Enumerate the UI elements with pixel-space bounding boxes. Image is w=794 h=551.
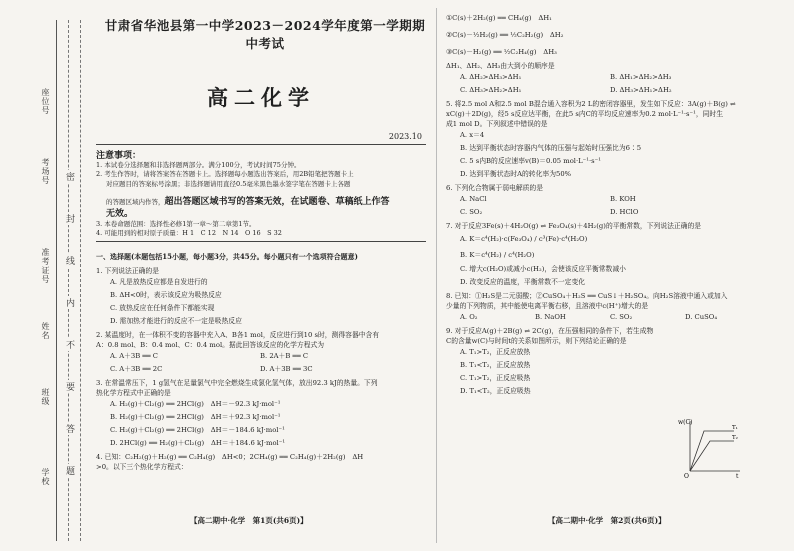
seal-char: 密 xyxy=(64,172,74,181)
option-row xyxy=(446,206,776,219)
option: B. KOH xyxy=(610,195,636,203)
option: B. T₁<T₂，正反应放热 xyxy=(460,361,531,369)
strip-dashed-line xyxy=(80,20,81,541)
option-row xyxy=(96,363,426,376)
option: B. 达到平衡状态时容器内气体的压强与起始时压强比为6∶5 xyxy=(460,144,642,152)
option: C. ΔH₃>ΔH₂>ΔH₁ xyxy=(460,86,522,94)
question-stem: 7. 对于反应3Fe(s)＋4H₂O(g) ⇌ Fe₃O₄(s)＋4H₂(g)的平衡常数，下列说法正确的是 xyxy=(446,222,702,230)
question-stem: xC(g)＋2D(g)，经5 s反应达平衡，在此5 s内C的平均反应速率为0.2 mol·L⁻¹·s⁻¹，同时生 xyxy=(446,110,724,118)
notice-line-bold xyxy=(96,189,426,208)
option: C. SO₂ xyxy=(610,313,633,321)
question-stem: 少量的下列物质，其中能使电离平衡右移，且溶液中c(H⁺)增大的是 xyxy=(446,302,649,310)
notice-line: 3. 本卷命题范围：选择性必修1第一章～第二章第1节。 xyxy=(96,219,256,228)
option: D. CuSO₄ xyxy=(685,313,718,321)
notice-emphasis: 无效。 xyxy=(106,208,134,219)
graph-t1-label: T₁ xyxy=(732,425,738,431)
question-stem: 6. 下列化合物属于弱电解质的是 xyxy=(446,184,544,192)
option: C. T₁>T₂，正反应吸热 xyxy=(460,374,531,382)
option: A. H₂(g)＋Cl₂(g) ══ 2HCl(g) ΔH＝－92.3 kJ·mol⁻¹ xyxy=(110,400,281,409)
graph-t2-label: T₂ xyxy=(732,435,738,441)
option-row xyxy=(96,350,426,363)
question-stem: 1. 下列说法正确的是 xyxy=(96,267,160,276)
option: C. A＋3B ══ 2C xyxy=(110,365,163,374)
question-stem: 5. 将2.5 mol A和2.5 mol B混合通入容积为2 L的密闭容器里，发生如下反应：3A(g)＋B(g) ⇌ xyxy=(446,100,736,108)
exam-title: 甘肃省华池县第一中学2023－2024学年度第一学期期中考试 xyxy=(104,18,426,51)
option: D. T₁<T₂，正反应吸热 xyxy=(460,387,531,395)
graph-origin-label: O xyxy=(684,473,689,479)
equation: ①C(s)＋2H₂(g) ══ CH₄(g) ΔH₁ xyxy=(446,14,552,22)
option: B. NaOH xyxy=(535,313,566,321)
id-label: 准考证号 xyxy=(41,248,50,284)
graph-y-label: w(C) xyxy=(678,419,693,426)
option: C. 5 s内B的反应速率v(B)＝0.05 mol·L⁻¹·s⁻¹ xyxy=(460,157,601,165)
page-footer: 【高二期中·化学 第2页(共6页)】 xyxy=(548,516,666,525)
strip-dashed-line xyxy=(68,20,69,541)
option: A. 凡是放热反应都是自发进行的 xyxy=(110,278,208,287)
option: A. O₂ xyxy=(460,313,478,321)
seal-char: 线 xyxy=(64,256,74,265)
option-row xyxy=(446,71,776,84)
option: D. 2HCl(g) ══ H₂(g)＋Cl₂(g) ΔH＝＋184.6 kJ·mol⁻¹ xyxy=(110,439,286,448)
option: D. 改变反应的温度，平衡常数不一定变化 xyxy=(460,278,586,286)
name-label: 姓名 xyxy=(41,322,50,340)
option: A. ΔH₂>ΔH₃>ΔH₁ xyxy=(460,73,522,81)
question-stem: 3. 在常温常压下，1 g氢气在足量氯气中完全燃烧生成氯化氢气体，放出92.3 kJ的热量。下列 xyxy=(96,379,378,388)
question-stem: 2. 某温度时，在一体积不变的容器中充入A、B各1 mol，反应进行到10 s时，测得容器中含有 xyxy=(96,331,380,340)
option: B. 2A＋B ══ C xyxy=(260,352,309,361)
graph-curve-t1 xyxy=(690,431,734,471)
option: A. NaCl xyxy=(460,195,487,203)
notice-line: 1. 本试卷分选择题和非选择题两部分。满分100分，考试时间75分钟。 xyxy=(96,161,301,169)
option-row xyxy=(446,311,776,324)
divider-rule xyxy=(96,144,426,145)
option: C. H₂(g)＋Cl₂(g) ══ 2HCl(g) ΔH＝－184.6 kJ·mol⁻¹ xyxy=(110,426,285,435)
notice-text: 的答题区域内作答， xyxy=(106,197,165,206)
strip-line xyxy=(56,20,57,541)
q9-graph xyxy=(678,415,742,479)
section-heading: 一、选择题(本题包括15小题，每小题3分，共45分。每小题只有一个选项符合题意) xyxy=(96,252,358,262)
option: C. SO₂ xyxy=(460,208,483,216)
option: B. ΔH₁>ΔH₂>ΔH₃ xyxy=(610,73,672,81)
option: A. A＋3B ══ C xyxy=(110,352,158,361)
question-stem: 4. 已知：C₂H₂(g)＋H₂(g) ══ C₂H₄(g) ΔH<0；2CH₄(g) ══ C₂H₄(g)＋2H₂(g) ΔH xyxy=(96,453,364,462)
question-stem: 8. 已知：①H₂S是二元弱酸；②CuSO₄＋H₂S ══ CuS↓＋H₂SO₄。向H₂S溶液中通入或加入 xyxy=(446,292,728,300)
equation: ③C(s)－H₂(g) ══ ½C₂H₄(g) ΔH₃ xyxy=(446,48,557,56)
option: D. A＋3B ══ 3C xyxy=(260,365,313,374)
question-stem: C的含量w(C)与时间t的关系如图所示，则下列结论正确的是 xyxy=(446,337,627,345)
option: A. T₁>T₂，正反应放热 xyxy=(460,348,531,356)
notice-emphasis: 超出答题区域书写的答案无效，在试题卷、草稿纸上作答 xyxy=(164,196,390,207)
option: A. x＝4 xyxy=(460,131,485,139)
equation: ②C(s)－½H₂(g) ══ ½C₂H₂(g) ΔH₂ xyxy=(446,31,564,39)
seat-label: 座位号 xyxy=(41,88,50,115)
option: A. K＝c⁴(H₂)·c(Fe₃O₄) / c³(Fe)·c⁴(H₂O) xyxy=(460,235,588,243)
option-row xyxy=(446,193,776,206)
option: B. H₂(g)＋Cl₂(g) ══ 2HCl(g) ΔH＝＋92.3 kJ·mol⁻¹ xyxy=(110,413,281,422)
option: D. HClO xyxy=(610,208,639,216)
notice-line: 对应题目的答案标号涂黑；非选择题请用直径0.5毫米黑色墨水签字笔在答题卡上各题 xyxy=(106,179,351,188)
graph-x-label: t xyxy=(736,473,739,479)
option: D. ΔH₃>ΔH₁>ΔH₂ xyxy=(610,86,672,94)
seal-char: 不 xyxy=(64,340,74,349)
divider-rule xyxy=(96,241,426,242)
seal-char: 答 xyxy=(64,424,74,433)
seal-char: 题 xyxy=(64,466,74,475)
seal-char: 封 xyxy=(64,214,74,223)
page-footer: 【高二期中·化学 第1页(共6页)】 xyxy=(190,516,308,525)
question-stem: 热化学方程式中正确的是 xyxy=(96,389,171,398)
question-stem: A：0.8 mol、B：0.4 mol、C：0.4 mol。据此回答该反应的化学方程式为 xyxy=(96,341,325,350)
option: C. 增大c(H₂O)或减小c(H₂)，会使该反应平衡常数减小 xyxy=(460,265,626,273)
column-divider xyxy=(436,8,437,543)
class-label: 班级 xyxy=(41,388,50,406)
question-stem: >0。以下三个热化学方程式： xyxy=(96,463,188,472)
question-stem: 9. 对于反应A(g)＋2B(g) ⇌ 2C(g)，在压强相同的条件下，若生成物 xyxy=(446,327,654,335)
subject-title: 高二化学 xyxy=(207,85,315,110)
option: B. ΔH<0时，表示该反应为吸热反应 xyxy=(110,291,222,300)
seal-char: 要 xyxy=(64,382,74,391)
left-column xyxy=(96,16,426,472)
question-stem: ΔH₁、ΔH₂、ΔH₃由大到小的顺序是 xyxy=(446,62,555,70)
exam-date: 2023.10 xyxy=(388,132,422,141)
option: B. K＝c⁴(H₂) / c⁴(H₂O) xyxy=(460,251,535,259)
notice-heading: 注意事项： xyxy=(96,151,142,161)
notice-line: 4. 可能用到的相对原子质量：H 1 C 12 N 14 O 16 S 32 xyxy=(96,229,282,238)
seal-char: 内 xyxy=(64,298,74,307)
graph-curve-t2 xyxy=(690,441,734,471)
option: C. 放热反应在任何条件下都能实现 xyxy=(110,304,215,313)
school-label: 学校 xyxy=(41,468,50,486)
right-column xyxy=(446,10,776,398)
question-stem: 成1 mol D。下列叙述中错误的是 xyxy=(446,120,548,128)
option: D. 达到平衡状态时A的转化率为50% xyxy=(460,170,572,178)
binding-strip xyxy=(0,0,92,551)
room-label: 考场号 xyxy=(41,158,50,185)
option: D. 需加热才能进行的反应不一定是吸热反应 xyxy=(110,317,242,326)
option-row xyxy=(446,84,776,97)
notice-line: 2. 考生作答时，请将答案答在答题卡上。选择题每小题选出答案后，用2B铅笔把答题卡上 xyxy=(96,170,354,179)
